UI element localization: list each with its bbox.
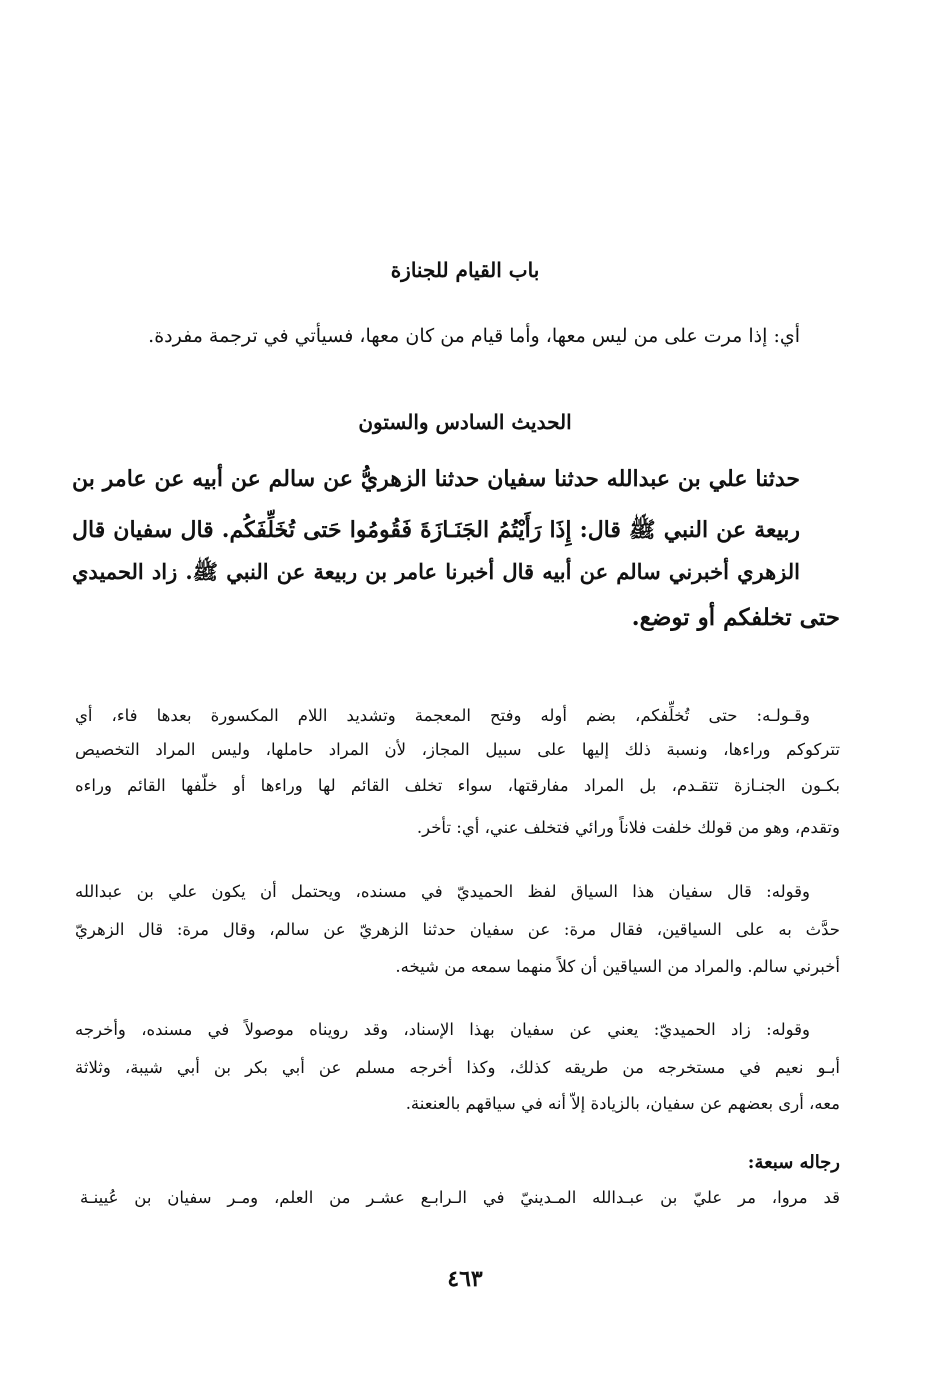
commentary-line: أخبرني سالم. والمراد من السياقين أن كلاً منهما سمعه من شيخه.: [395, 957, 840, 976]
commentary-line: حدَّث به على السياقين، فقال مرة: عن سفيان حدثنا الزهريّ عن سالم، وقال مرة: قال الزهريّ: [75, 920, 840, 939]
commentary-line: وتقدم، وهو من قولك خلفت فلاناً ورائي فتخلف عني، أي: تأخر.: [416, 818, 840, 837]
narrators-heading: رجاله سبعة:: [747, 1152, 840, 1173]
commentary-line: تتركوكم وراءها، ونسبة ذلك إليها على سبيل المجاز، لأن المراد حاملها، وليس المراد التخصيص: [75, 740, 840, 759]
commentary-line: وقوله: قال سفيان هذا السياق لفظ الحميديّ في مسنده، ويحتمل أن يكون علي بن عبدالله: [75, 882, 810, 901]
hadith-line: الزهري أخبرني سالم عن أبيه قال أخبرنا عامر بن ربيعة عن النبي ﷺ. زاد الحميدي: [72, 559, 800, 584]
commentary-line: معه، أرى بعضهم عن سفيان، بالزيادة إلاّ أنه في سياقهم بالعنعنة.: [405, 1094, 840, 1113]
page-number: ٤٦٣: [447, 1266, 483, 1292]
hadith-heading: الحديث السادس والستون: [358, 410, 572, 434]
hadith-line: حتى تخلفكم أو توضع.: [631, 604, 840, 631]
narrators-line: قد مروا، مر عليّ بن عبـدالله المـدينيّ في الـرابـع عشـر من العلم، ومـر سفيان بن عُيينـة: [80, 1188, 840, 1207]
commentary-line: أبـو نعيم في مستخرجه من طريقه كذلك، وكذا أخرجه مسلم عن أبي بكر بن أبي شيبة، وثلاثة: [75, 1058, 840, 1077]
commentary-line: وقـولـه: حتى تُخلِّفكم، بضم أوله وفتح المعجمة وتشديد اللام المكسورة بعدها فاء، أي: [75, 706, 810, 725]
commentary-line: بكـون الجنـازة تتقـدم، بل المراد مفارقتها، سواء تخلف القائم لها وراءها أو خلّفها القائم وراءه: [75, 776, 840, 795]
hadith-line: حدثنا علي بن عبدالله حدثنا سفيان حدثنا الزهريُّ عن سالم عن أبيه عن عامر بن: [72, 466, 800, 492]
commentary-line: وقوله: زاد الحميديّ: يعني عن سفيان بهذا الإسناد، وقد رويناه موصولاً في مسنده، وأخرجه: [75, 1020, 810, 1039]
chapter-title: باب القيام للجنازة: [390, 258, 540, 282]
hadith-line: ربيعة عن النبي ﷺ قال: إِذَا رَأَيْتُمُ الجَنَـازَةَ فَقُومُوا حَتى تُخَلِّفَكُم. قال سفيان قال: [72, 517, 800, 543]
intro-line: أي: إذا مرت على من ليس معها، وأما قيام من كان معها، فسيأتي في ترجمة مفردة.: [148, 325, 800, 347]
